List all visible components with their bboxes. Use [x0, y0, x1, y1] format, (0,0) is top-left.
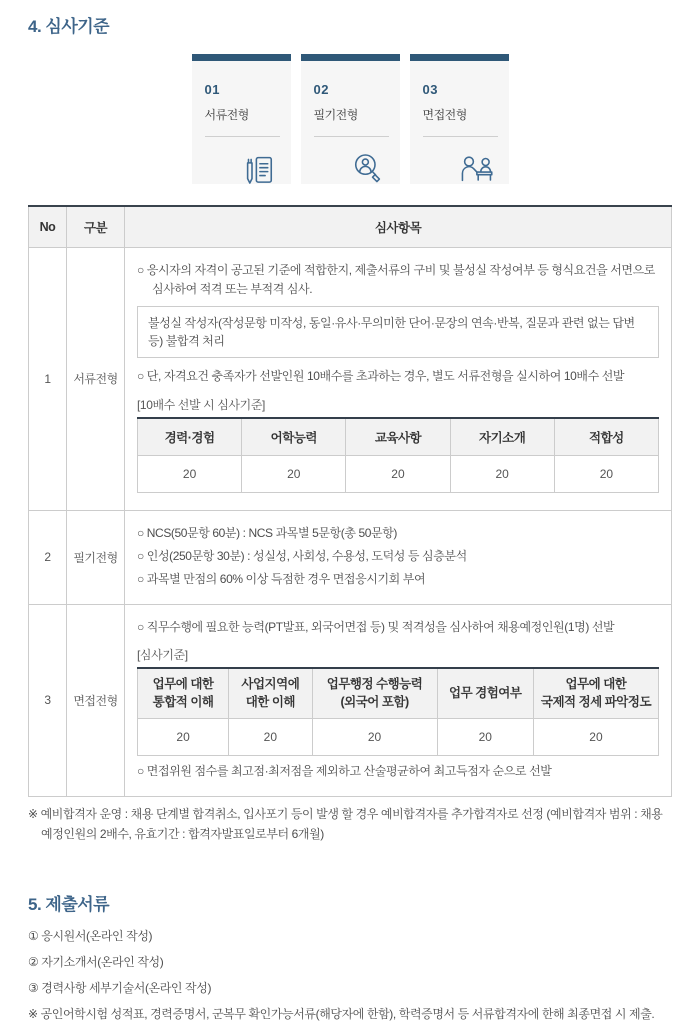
bullet-item: ○ 면접위원 점수를 최고점·최저점을 제외하고 산술평균하여 최고득점자 순으로 선발: [137, 763, 552, 778]
subtable-header-cell: 적합성: [554, 418, 658, 456]
row-category: 필기전형: [67, 510, 125, 605]
list-item: ※ 공인어학시험 성적표, 경력증명서, 군복무 확인가능서류(해당자에 한함), 학력증명서 등 서류합격자에 한해 최종면접 시 제출.: [28, 1007, 655, 1022]
bullet-item: ○ 과목별 만점의 60% 이상 득점한 경우 면접응시기회 부여: [137, 571, 426, 586]
subtable-header-cell: 자기소개: [450, 418, 554, 456]
card-body: [192, 61, 291, 197]
row-content: [125, 605, 672, 797]
subtable-header-cell: 경력·경험: [138, 418, 242, 456]
subtable-header-cell: [229, 668, 312, 718]
table-row-written-test: [29, 510, 672, 605]
interview-criteria-subtable: [137, 667, 659, 755]
criteria-table: [28, 205, 672, 797]
step-number: 02: [313, 82, 329, 97]
subtable-value-row: [138, 718, 659, 755]
header-line: 업무에 대한: [565, 677, 627, 692]
section-5-title: 5. 제출서류: [28, 895, 110, 915]
subtable-value-cell: 20: [437, 718, 533, 755]
step-label: 면접전형: [422, 108, 467, 122]
card-top-bar: [192, 54, 291, 61]
bullet-item: ○ 직무수행에 필요한 능력(PT발표, 외국어면접 등) 및 적격성을 심사하여 채용예정인원(1명) 선발: [137, 620, 615, 635]
subtable-header-cell: [437, 668, 533, 718]
table-row-interview: [29, 605, 672, 797]
card-body: [301, 61, 400, 197]
list-item: ① 응시원서(온라인 작성): [28, 929, 153, 944]
subtable-header-cell: 어학능력: [242, 418, 346, 456]
interview-people-icon: [423, 137, 498, 197]
subtable-value-cell: 20: [346, 455, 450, 492]
section-4-title: 4. 심사기준: [28, 17, 110, 36]
document-screening-criteria-subtable: [137, 417, 659, 493]
header-line: 통합적 이해: [152, 695, 214, 710]
card-body: [410, 61, 509, 197]
criteria-table-header-row: [29, 206, 672, 248]
row-content: [125, 248, 672, 511]
step-number: 03: [422, 82, 438, 97]
bullet-item: ○ NCS(50문항 60분) : NCS 과목별 5문항(총 50문항): [137, 525, 398, 540]
row-category: 서류전형: [67, 248, 125, 511]
list-item: ② 자기소개서(온라인 작성): [28, 955, 164, 970]
step-card-interview: [410, 54, 509, 184]
subtable-value-cell: 20: [138, 718, 229, 755]
row-content: [125, 510, 672, 605]
header-line: 업무 경험여부: [449, 686, 522, 701]
header-line: (외국어 포함): [340, 695, 409, 710]
magnifier-person-icon: [314, 137, 389, 197]
col-header-no: No: [29, 206, 67, 248]
subtable-value-cell: 20: [312, 718, 437, 755]
document-pen-icon: [205, 137, 280, 197]
subtable-header-cell: [138, 668, 229, 718]
col-header-category: 구분: [67, 206, 125, 248]
step-label: 필기전형: [313, 108, 358, 122]
row-no: 2: [29, 510, 67, 605]
card-top-bar: [410, 54, 509, 61]
table-row-document-screening: [29, 248, 672, 511]
header-line: 국제적 정세 파악정도: [540, 695, 652, 710]
row-no: 1: [29, 248, 67, 511]
step-card-written-test: [301, 54, 400, 184]
subtable-value-cell: 20: [229, 718, 312, 755]
reserve-candidate-footnote: ※ 예비합격자 운영 : 채용 단계별 합격취소, 입사포기 등이 발생 할 경우 예비합격자를 추가합격자로 선정 (예비합격자 범위 : 채용예정인원의 2배수, 유효기간 : 합격자발표일로부터 6개월): [28, 806, 663, 841]
subtable-value-cell: 20: [242, 455, 346, 492]
card-top-bar: [301, 54, 400, 61]
subtable-value-cell: 20: [138, 455, 242, 492]
row-no: 3: [29, 605, 67, 797]
subtable-value-row: [138, 455, 659, 492]
sub-table-caption: [10배수 선발 시 심사기준]: [137, 397, 265, 412]
list-item: ③ 경력사항 세부기술서(온라인 작성): [28, 981, 212, 996]
header-line: 사업지역에: [241, 677, 300, 692]
step-label: 서류전형: [204, 108, 249, 122]
step-card-document-screening: [192, 54, 291, 184]
header-line: 업무에 대한: [152, 677, 214, 692]
process-steps: [28, 54, 672, 184]
sub-table-caption: [심사기준]: [137, 648, 188, 663]
insincere-writing-note-box: 불성실 작성자(작성문항 미작성, 동일·유사·무의미한 단어·문장의 연속·반복, 질문과 관련 없는 답변 등) 불합격 처리: [137, 306, 659, 358]
row-category: 면접전형: [67, 605, 125, 797]
submission-documents-list: [28, 927, 672, 1023]
subtable-value-cell: 20: [554, 455, 658, 492]
subtable-header-cell: [312, 668, 437, 718]
bullet-item: ○ 단, 자격요건 충족자가 선발인원 10배수를 초과하는 경우, 별도 서류전형을 실시하여 10배수 선발: [137, 369, 625, 384]
subtable-value-cell: 20: [450, 455, 554, 492]
header-line: 업무행정 수행능력: [326, 677, 423, 692]
step-number: 01: [204, 82, 220, 97]
subtable-header-cell: [533, 668, 658, 718]
subtable-value-cell: 20: [533, 718, 658, 755]
bullet-item: ○ 응시자의 자격이 공고된 기준에 적합한지, 제출서류의 구비 및 불성실 작성여부 등 형식요건을 서면으로 심사하여 적격 또는 부적격 심사.: [137, 263, 655, 297]
subtable-header-row: [138, 668, 659, 718]
col-header-items: 심사항목: [125, 206, 672, 248]
bullet-item: ○ 인성(250문항 30분) : 성실성, 사회성, 수용성, 도덕성 등 심층분석: [137, 548, 467, 563]
header-line: 대한 이해: [245, 695, 295, 710]
subtable-header-cell: 교육사항: [346, 418, 450, 456]
subtable-header-row: [138, 418, 659, 456]
